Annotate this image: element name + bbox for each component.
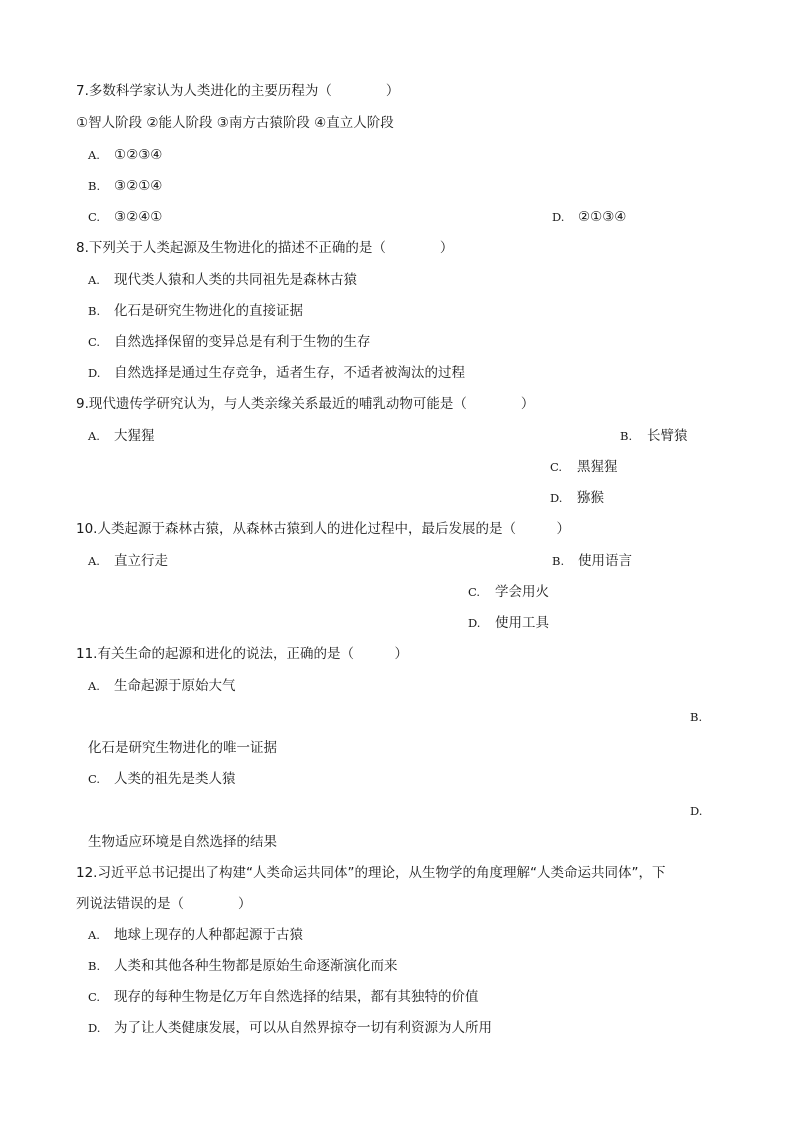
q7-option-a[interactable]: ①②③④	[114, 147, 163, 163]
q10-option-d[interactable]: 使用工具	[495, 615, 549, 631]
question-10-stem: 10.人类起源于森林古猿，从森林古猿到人的进化过程中，最后发展的是（ ）	[76, 521, 570, 537]
option-label: D.	[88, 366, 101, 380]
option-label: A.	[88, 273, 100, 287]
option-label: C.	[88, 772, 101, 786]
question-12-stem-line2: 列说法错误的是（ ）	[76, 896, 252, 912]
q10-option-a[interactable]: 直立行走	[114, 553, 168, 569]
option-label: A.	[88, 554, 100, 568]
q8-option-b[interactable]: 化石是研究生物进化的直接证据	[114, 303, 303, 319]
q11-option-c[interactable]: 人类的祖先是类人猿	[114, 771, 236, 787]
option-label: A.	[88, 679, 100, 693]
q9-option-a[interactable]: 大猩猩	[114, 428, 155, 444]
q11-option-d[interactable]: 生物适应环境是自然选择的结果	[88, 834, 277, 850]
q12-option-a[interactable]: 地球上现存的人种都起源于古猿	[114, 927, 303, 943]
q12-option-b[interactable]: 人类和其他各种生物都是原始生命逐渐演化而来	[114, 958, 398, 974]
q8-option-c[interactable]: 自然选择保留的变异总是有利于生物的生存	[114, 334, 371, 350]
q9-option-c[interactable]: 黑猩猩	[577, 459, 618, 475]
question-7-items: ①智人阶段 ②能人阶段 ③南方古猿阶段 ④直立人阶段	[76, 115, 394, 131]
option-label: C.	[88, 210, 101, 224]
option-label: D.	[690, 804, 703, 818]
option-label: D.	[468, 616, 481, 630]
question-12-stem-line1: 12.习近平总书记提出了构建“人类命运共同体”的理论，从生物学的角度理解“人类命运共同体”，下	[76, 865, 666, 881]
option-label: D.	[550, 491, 563, 505]
option-label: D.	[552, 210, 565, 224]
q7-option-c[interactable]: ③②④①	[114, 209, 163, 225]
option-label: C.	[88, 335, 101, 349]
option-label: A.	[88, 148, 100, 162]
option-label: C.	[550, 460, 563, 474]
question-9-stem: 9.现代遗传学研究认为，与人类亲缘关系最近的哺乳动物可能是（ ）	[76, 396, 535, 412]
option-label: B.	[88, 959, 101, 973]
q9-option-d[interactable]: 猕猴	[577, 490, 604, 506]
q12-option-c[interactable]: 现存的每种生物是亿万年自然选择的结果，都有其独特的价值	[114, 989, 479, 1005]
question-8-stem: 8.下列关于人类起源及生物进化的描述不正确的是（ ）	[76, 240, 454, 256]
option-label: A.	[88, 928, 100, 942]
q10-option-c[interactable]: 学会用火	[495, 584, 549, 600]
option-label: C.	[468, 585, 481, 599]
option-label: B.	[88, 304, 101, 318]
option-label: A.	[88, 429, 100, 443]
q10-option-b[interactable]: 使用语言	[578, 553, 632, 569]
q12-option-d[interactable]: 为了让人类健康发展，可以从自然界掠夺一切有利资源为人所用	[114, 1020, 492, 1036]
q7-option-d[interactable]: ②①③④	[578, 209, 627, 225]
q7-option-b[interactable]: ③②①④	[114, 178, 163, 194]
q11-option-a[interactable]: 生命起源于原始大气	[114, 678, 236, 694]
option-label: B.	[690, 710, 703, 724]
q9-option-b[interactable]: 长臂猿	[647, 428, 688, 444]
q11-option-b[interactable]: 化石是研究生物进化的唯一证据	[88, 740, 277, 756]
q8-option-d[interactable]: 自然选择是通过生存竞争，适者生存，不适者被淘汰的过程	[114, 365, 465, 381]
question-11-stem: 11.有关生命的起源和进化的说法，正确的是（ ）	[76, 646, 408, 662]
option-label: B.	[620, 429, 633, 443]
option-label: D.	[88, 1021, 101, 1035]
question-7-stem: 7.多数科学家认为人类进化的主要历程为（ ）	[76, 83, 400, 99]
option-label: B.	[552, 554, 565, 568]
option-label: C.	[88, 990, 101, 1004]
option-label: B.	[88, 179, 101, 193]
q8-option-a[interactable]: 现代类人猿和人类的共同祖先是森林古猿	[114, 272, 357, 288]
